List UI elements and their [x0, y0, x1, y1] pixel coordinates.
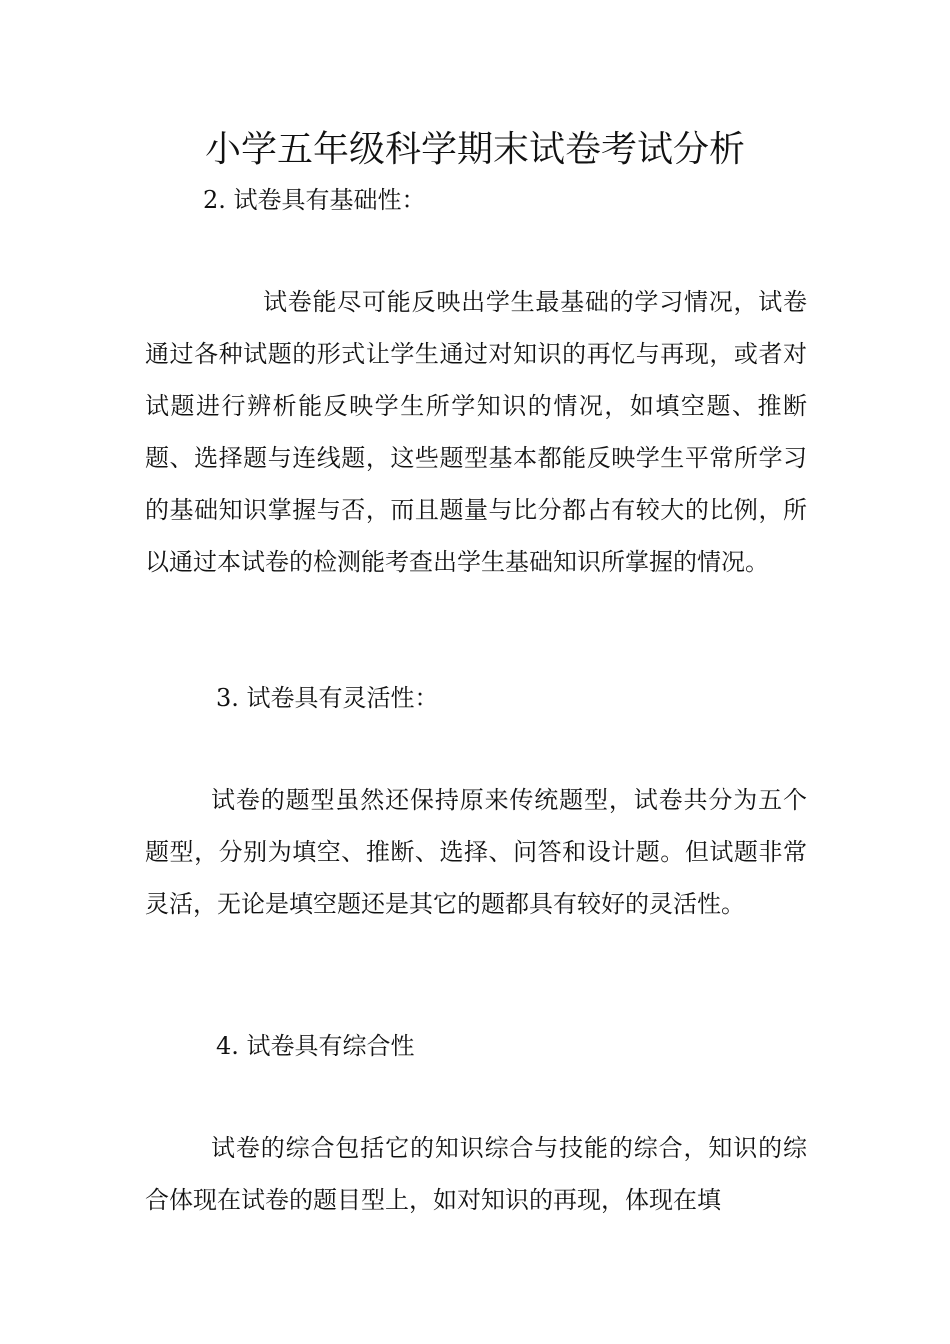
- section-heading-basic: 2. 试卷具有基础性：: [203, 186, 426, 214]
- section-paragraph-basic: 试卷能尽可能反映出学生最基础的学习情况，试卷通过各种试题的形式让学生通过对知识的再忆与再现，或者对试题进行辨析能反映学生所学知识的情况，如填空题、推断题、选择题与连线题，这些题型基本都能反映学生平常所学习的基础知识掌握与否，而且题量与比分都占有较大的比例，所以通过本试卷的检测能考查出学生基础知识所掌握的情况。: [145, 288, 807, 576]
- section-heading-comprehensive: 4. 试卷具有综合性: [216, 1032, 415, 1060]
- section-heading-flexibility: 3. 试卷具有灵活性：: [216, 684, 439, 712]
- section-paragraph-flexibility: 试卷的题型虽然还保持原来传统题型，试卷共分为五个题型，分别为填空、推断、选择、问答和设计题。但试题非常灵活，无论是填空题还是其它的题都具有较好的灵活性。: [145, 786, 807, 918]
- page-title: 小学五年级科学期末试卷考试分析: [204, 129, 745, 170]
- section-paragraph-comprehensive: 试卷的综合包括它的知识综合与技能的综合，知识的综合体现在试卷的题目型上，如对知识的再现，体现在填: [145, 1134, 807, 1214]
